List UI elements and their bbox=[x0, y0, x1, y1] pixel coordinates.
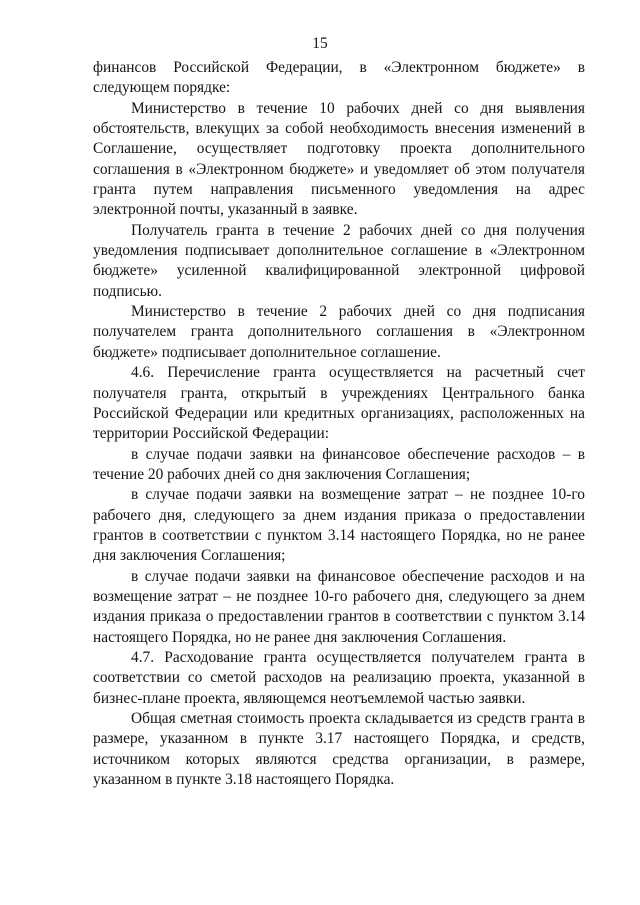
paragraph-ministry-signs: Министерство в течение 2 рабочих дней со дня подписания получателем гранта дополнительного соглашения в «Электронном бюджете» подписывает дополнительное соглашение. bbox=[93, 303, 585, 361]
paragraph-recipient-signs: Получатель гранта в течение 2 рабочих дней со дня получения уведомления подписывает дополнительное соглашение в «Электронном бюджете» усиленной квалифицированной электронной цифровой подписью. bbox=[93, 221, 585, 300]
paragraph-cost-reimbursement: в случае подачи заявки на возмещение затрат – не позднее 10-го рабочего дня, следующего за днем издания приказа о предоставлении грантов в соответствии с пунктом 3.14 настоящего Порядка, но не ранее дня заключения Соглашения; bbox=[93, 486, 585, 565]
paragraph-total-cost: Общая сметная стоимость проекта складывается из средств гранта в размере, указанном в пункте 3.17 настоящего Порядка, и средств, источником которых являются средства организации, в размере, указанном в пункте 3.18 настоящего Порядка. bbox=[93, 710, 585, 789]
paragraph-section-4-7: 4.7. Расходование гранта осуществляется получателем гранта в соответствии со сметой расходов на реализацию проекта, указанной в бизнес-плане проекта, являющемся неотъемлемой частью заявки. bbox=[93, 648, 585, 707]
paragraph-combined-application: в случае подачи заявки на финансовое обеспечение расходов и на возмещение затрат – не позднее 10-го рабочего дня, следующего за днем издания приказа о предоставлении грантов в соответствии с пунктом 3.14 настоящего Порядка, но не ранее дня заключения Соглашения. bbox=[93, 567, 585, 646]
page-number: 15 bbox=[312, 35, 328, 52]
paragraph-section-4-6: 4.6. Перечисление гранта осуществляется на расчетный счет получателя гранта, открытый в учреждениях Центрального банка Российской Федерации или кредитных организациях, расположенных на территории Российской Федерации: bbox=[93, 364, 585, 443]
paragraph-ministry-preparation: Министерство в течение 10 рабочих дней со дня выявления обстоятельств, влекущих за собой необходимость внесения изменений в Соглашение, осуществляет подготовку проекта дополнительного соглашения в «Электронном бюджете» и уведомляет об этом получателя гранта путем направления письменного уведомления на адрес электронной почты, указанный в заявке. bbox=[93, 99, 585, 219]
paragraph-financial-support: в случае подачи заявки на финансовое обеспечение расходов – в течение 20 рабочих дней со дня заключения Соглашения; bbox=[93, 445, 585, 483]
paragraph-continuation: финансов Российской Федерации, в «Электронном бюджете» в следующем порядке: bbox=[93, 59, 585, 97]
document-body bbox=[93, 58, 585, 790]
